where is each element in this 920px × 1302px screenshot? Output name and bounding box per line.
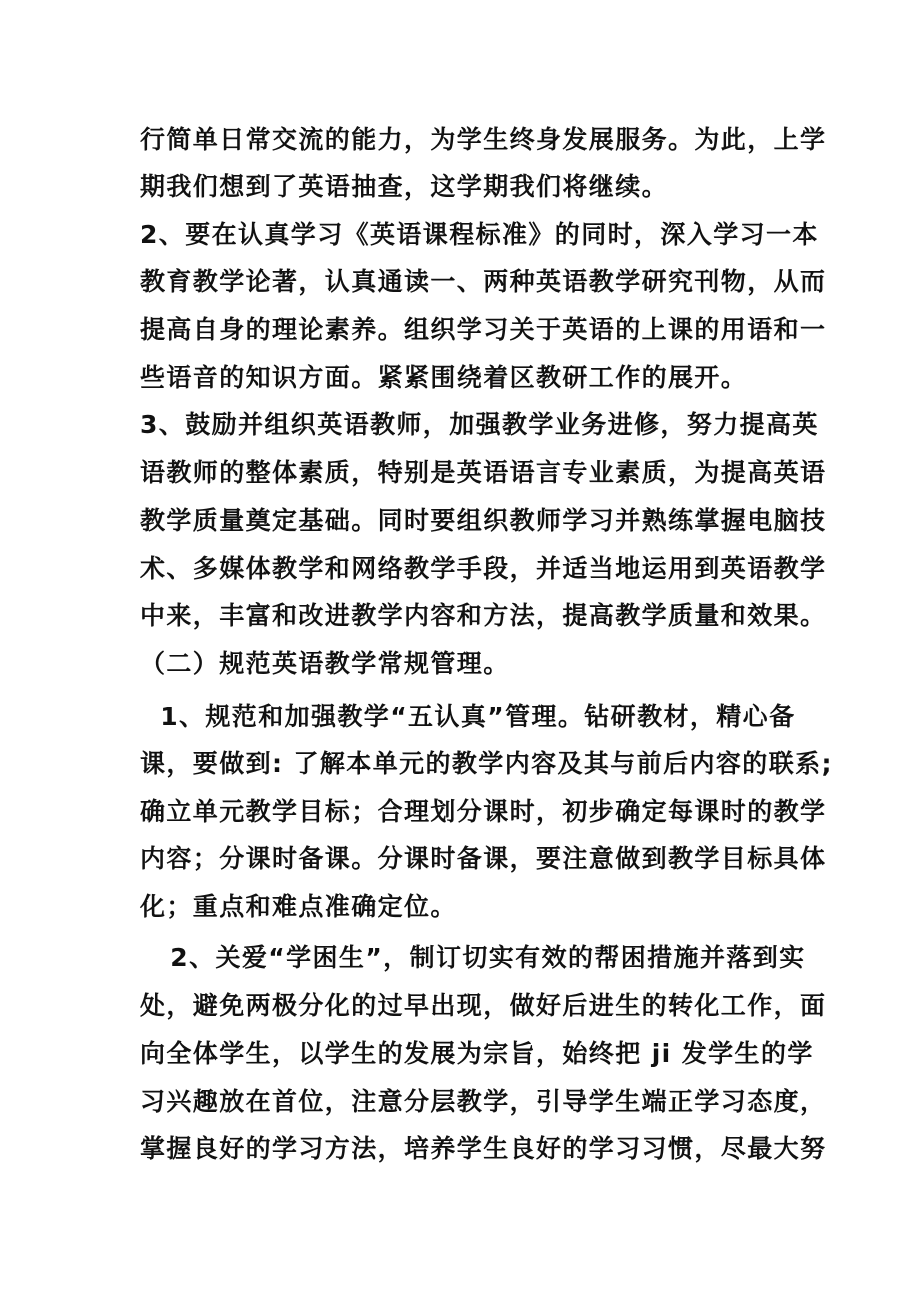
paragraph-line: 内容；分课时备课。分课时备课，要注意做到教学目标具体: [140, 844, 827, 873]
paragraph-line: 课，要做到: 了解本单元的教学内容及其与前后内容的联系;: [140, 749, 833, 778]
paragraph-line: 3、鼓励并组织英语教师，加强教学业务进修，努力提高英: [140, 410, 819, 439]
paragraph-line: 术、多媒体教学和网络教学手段，并适当地运用到英语教学: [140, 554, 827, 583]
paragraph-line: 习兴趣放在首位，注意分层教学，引导学生端正学习态度，: [140, 1087, 827, 1116]
section-heading: （二）规范英语教学常规管理。: [140, 649, 510, 678]
paragraph-line: 2、关爱“学困生”，制订切实有效的帮困措施并落到实: [140, 943, 806, 972]
paragraph-line: 提高自身的理论素养。组织学习关于英语的上课的用语和一: [140, 315, 827, 344]
paragraph-line: 处，避免两极分化的过早出现，做好后进生的转化工作，面: [140, 991, 827, 1020]
paragraph-line: 行简单日常交流的能力，为学生终身发展服务。为此，上学: [140, 125, 827, 154]
paragraph-line: 向全体学生，以学生的发展为宗旨，始终把 ji 发学生的学: [140, 1039, 814, 1068]
paragraph-line: 化；重点和难点准确定位。: [140, 892, 457, 921]
paragraph-line: 教育教学论著，认真通读一、两种英语教学研究刊物，从而: [140, 267, 827, 296]
paragraph-line: 些语音的知识方面。紧紧围绕着区教研工作的展开。: [140, 363, 748, 392]
paragraph-line: 1、规范和加强教学“五认真”管理。钻研教材，精心备: [140, 702, 796, 731]
paragraph-line: 教学质量奠定基础。同时要组织教师学习并熟练掌握电脑技: [140, 506, 827, 535]
paragraph-line: 确立单元教学目标；合理划分课时，初步确定每课时的教学: [140, 797, 827, 826]
paragraph-line: 中来，丰富和改进教学内容和方法，提高教学质量和效果。: [140, 601, 827, 630]
paragraph-line: 语教师的整体素质，特别是英语语言专业素质，为提高英语: [140, 458, 827, 487]
paragraph-line: 期我们想到了英语抽查，这学期我们将继续。: [140, 172, 669, 201]
paragraph-line: 掌握良好的学习方法，培养学生良好的学习习惯，尽最大努: [140, 1134, 827, 1163]
paragraph-line: 2、要在认真学习《英语课程标准》的同时，深入学习一本: [140, 220, 819, 249]
